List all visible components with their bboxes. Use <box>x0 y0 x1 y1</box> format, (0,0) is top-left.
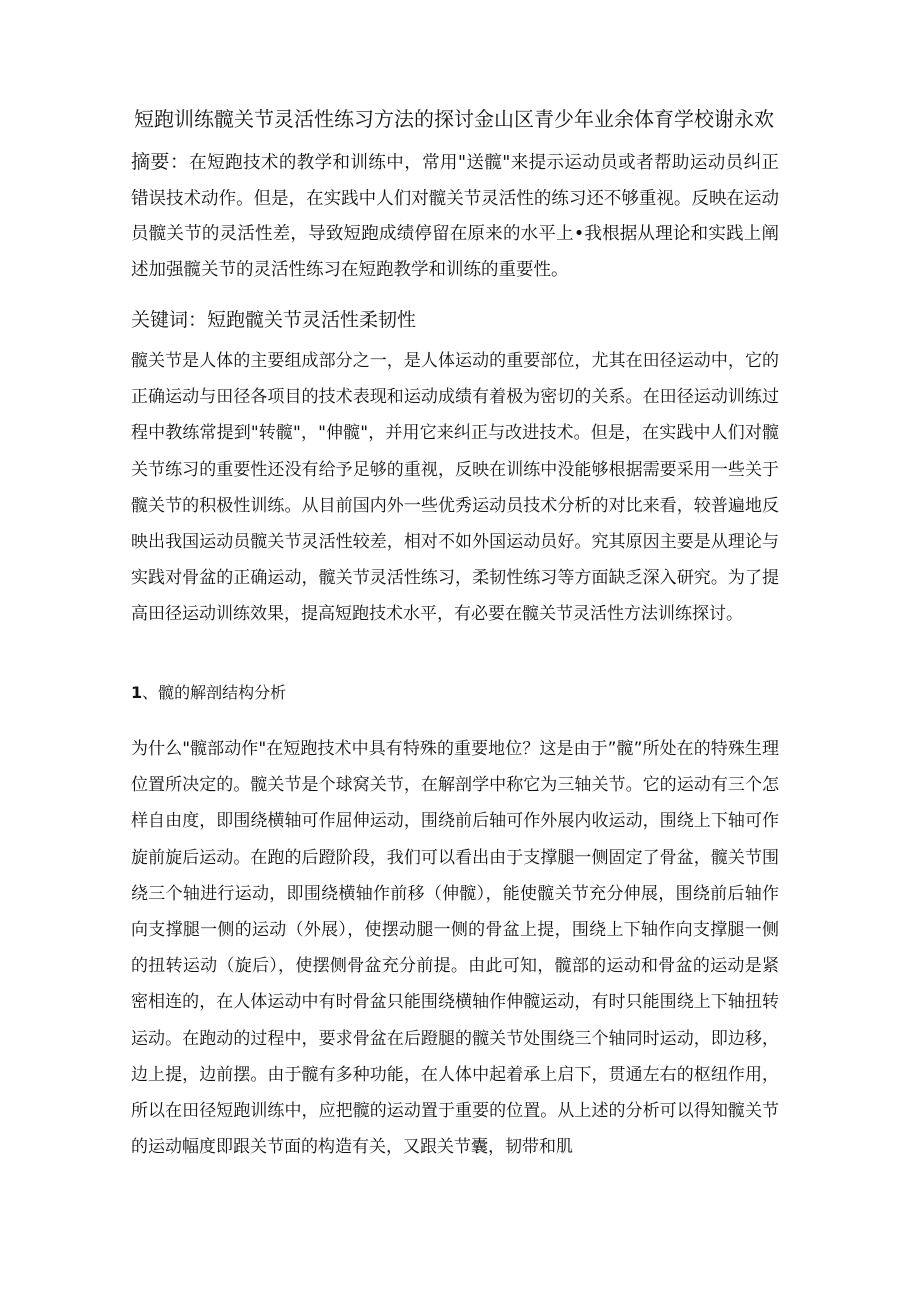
document-title: 短跑训练髋关节灵活性练习方法的探讨金山区青少年业余体育学校谢永欢 <box>134 107 774 131</box>
abstract-paragraph <box>131 145 779 288</box>
abstract-text: 在短跑技术的教学和训练中，常用"送髋"来提示运动员或者帮助运动员纠正错误技术动作。但是，在实践中人们对髋关节灵活性的练习还不够重视。反映在运动员髋关节的灵活性差，导致短跑成绩停留在原来的水平上•我根据从理论和实践上阐述加强髋关节的灵活性练习在短跑教学和训练的重要性。 <box>131 153 779 280</box>
keywords-text: 短跑髋关节灵活性柔韧性 <box>207 309 417 331</box>
section-1-body: 为什么"髋部动作"在短跑技术中具有特殊的重要地位？这是由于”髋”所处在的特殊生理位置所决定的。髋关节是个球窝关节，在解剖学中称它为三轴关节。它的运动有三个怎样自由度，即围绕横轴可作屈伸运动，围绕前后轴可作外展内收运动，围绕上下轴可作旋前旋后运动。在跑的后蹬阶段，我们可以看出由于支撑腿一侧固定了骨盆，髋关节围绕三个轴进行运动，即围绕横轴作前移（伸髋），能使髋关节充分伸展，围绕前后轴作向支撑腿一侧的运动（外展），使摆动腿一侧的骨盆上提，围绕上下轴作向支撑腿一侧的扭转运动（旋后），使摆侧骨盆充分前提。由此可知，髋部的运动和骨盆的运动是紧密相连的，在人体运动中有时骨盆只能围绕横轴作伸髋运动，有时只能围绕上下轴扭转运动。在跑动的过程中，要求骨盆在后蹬腿的髋关节处围绕三个轴同时运动，即边移，边上提，边前摆。由于髋有多种功能，在人体中起着承上启下，贯通左右的枢纽作用，所以在田径短跑训练中，应把髋的运动置于重要的位置。从上述的分析可以得知髋关节的运动幅度即跟关节面的构造有关，又跟关节囊，韧带和肌 <box>131 739 779 1158</box>
section-1-number: 1 <box>131 683 143 702</box>
keywords-line <box>131 304 416 336</box>
section-1-title: 、髋的解剖结构分析 <box>142 683 287 702</box>
section-1-heading <box>131 680 286 706</box>
intro-paragraph: 髋关节是人体的主要组成部分之一，是人体运动的重要部位，尤其在田径运动中，它的正确运动与田径各项目的技术表现和运动成绩有着极为密切的关系。在田径运动训练过程中教练常提到"转髋"，"伸髋"，并用它来纠正与改进技术。但是，在实践中人们对髋关节练习的重要性还没有给予足够的重视，反映在训练中没能够根据需要采用一些关于髋关节的积极性训练。从目前国内外一些优秀运动员技术分析的对比来看，较普遍地反映出我国运动员髋关节灵活性较差，相对不如外国运动员好。究其原因主要是从理论与实践对骨盆的正确运动，髋关节灵活性练习，柔韧性练习等方面缺乏深入研究。为了提高田径运动训练效果，提高短跑技术水平，有必要在髋关节灵活性方法训练探讨。 <box>131 351 779 625</box>
keywords-label: 关键词： <box>131 309 208 331</box>
abstract-label: 摘要： <box>131 151 190 173</box>
